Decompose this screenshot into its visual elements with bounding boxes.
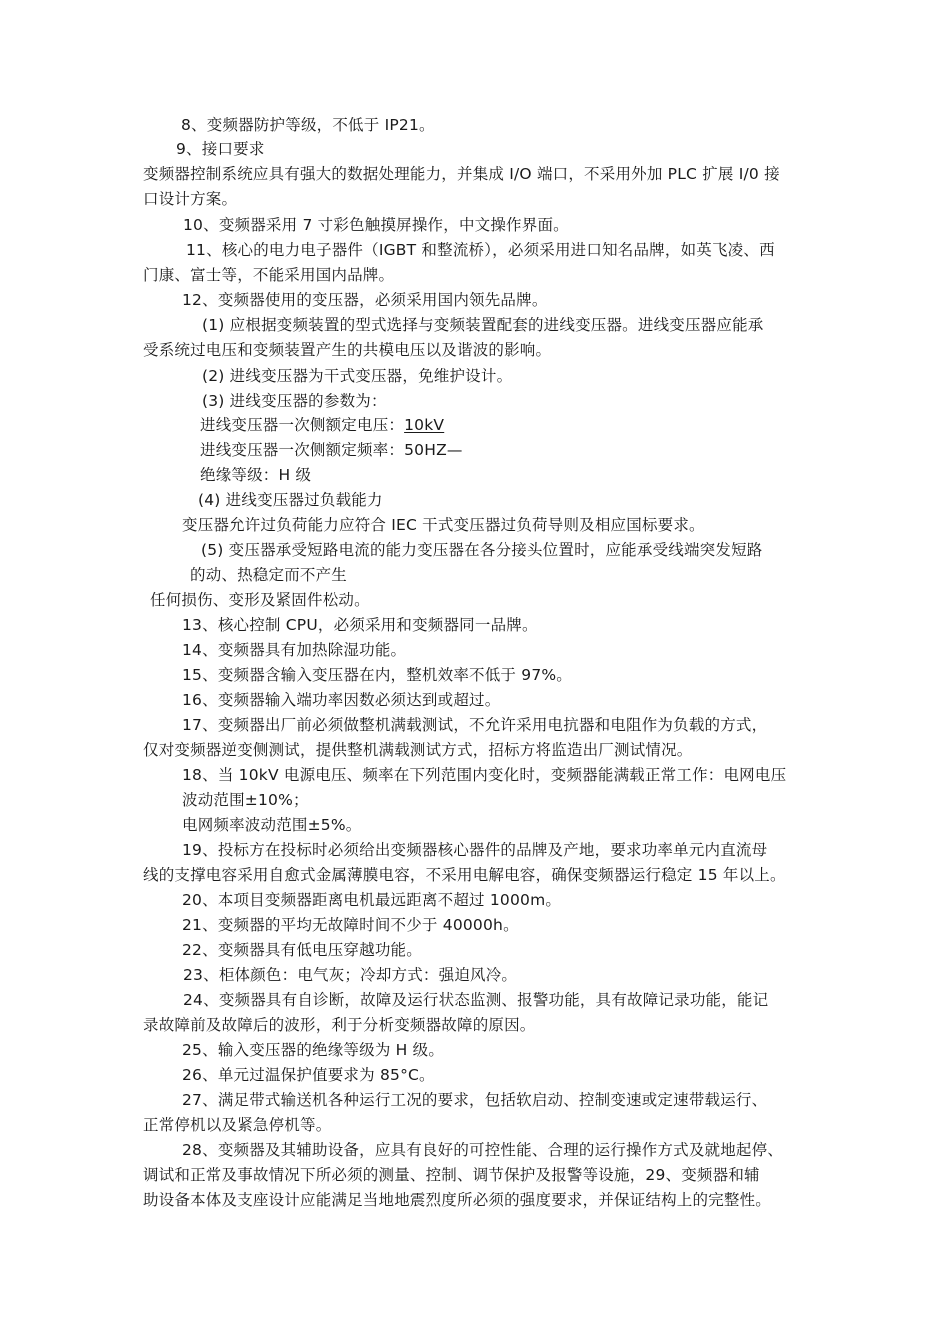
- item-12-sub-5-line-1: (5) 变压器承受短路电流的能力变压器在各分接头位置时，应能承受线端突发短路: [201, 541, 763, 559]
- item-12-param-voltage: [200, 415, 444, 435]
- item-10: 10、变频器采用 7 寸彩色触摸屏操作，中文操作界面。: [183, 216, 569, 234]
- item-19-line-1: 19、投标方在投标时必须给出变频器核心器件的品牌及产地，要求功率单元内直流母: [182, 841, 768, 859]
- item-9-title: 9、接口要求: [176, 140, 265, 158]
- item-11-line-2: 门康、富士等，不能采用国内品牌。: [143, 266, 395, 284]
- item-18-line-1: 18、当 10kV 电源电压、频率在下列范围内变化时，变频器能满载正常工作：电网电压: [182, 766, 787, 784]
- item-28-line-3: 助设备本体及支座设计应能满足当地地震烈度所必须的强度要求，并保证结构上的完整性。: [143, 1191, 772, 1209]
- item-9-body-line-2: 口设计方案。: [143, 190, 238, 208]
- item-12-param-frequency: 进线变压器一次侧额定频率：50HZ—: [200, 441, 463, 459]
- param-voltage-label: 进线变压器一次侧额定电压：: [200, 416, 405, 434]
- item-17-line-1: 17、变频器出厂前必须做整机满载测试，不允许采用电抗器和电阻作为负载的方式，: [182, 716, 768, 734]
- item-12-sub-5-line-3: 任何损伤、变形及紧固件松动。: [150, 591, 370, 609]
- item-19-line-2: 线的支撑电容采用自愈式金属薄膜电容，不采用电解电容，确保变频器运行稳定 15 年以上。: [143, 866, 786, 884]
- item-18-line-3: 电网频率波动范围±5%。: [182, 816, 362, 834]
- item-12-sub-5-line-2: 的动、热稳定而不产生: [190, 566, 348, 584]
- item-23: 23、柜体颜色：电气灰；冷却方式：强迫风冷。: [183, 966, 518, 984]
- item-18-line-2: 波动范围±10%；: [182, 791, 309, 809]
- item-22: 22、变频器具有低电压穿越功能。: [182, 941, 422, 959]
- item-27-line-2: 正常停机以及紧急停机等。: [143, 1116, 332, 1134]
- item-12-sub-1-line-1: (1) 应根据变频装置的型式选择与变频装置配套的进线变压器。进线变压器应能承: [202, 316, 764, 334]
- param-voltage-value: 10kV: [404, 416, 445, 434]
- item-12: 12、变频器使用的变压器，必须采用国内领先品牌。: [182, 291, 548, 309]
- item-25: 25、输入变压器的绝缘等级为 H 级。: [182, 1041, 445, 1059]
- item-12-sub-1-line-2: 受系统过电压和变频装置产生的共模电压以及谐波的影响。: [143, 341, 552, 359]
- item-24-line-1: 24、变频器具有自诊断，故障及运行状态监测、报警功能，具有故障记录功能，能记: [183, 991, 769, 1009]
- item-12-param-insulation: 绝缘等级：H 级: [200, 466, 312, 484]
- item-14: 14、变频器具有加热除湿功能。: [182, 641, 407, 659]
- item-9-body-line-1: 变频器控制系统应具有强大的数据处理能力，并集成 I/O 端口，不采用外加 PLC 扩展 I/0 接: [143, 165, 780, 183]
- item-24-line-2: 录故障前及故障后的波形，利于分析变频器故障的原因。: [143, 1016, 536, 1034]
- item-27-line-1: 27、满足带式输送机各种运行工况的要求，包括软启动、控制变速或定速带载运行、: [182, 1091, 768, 1109]
- item-12-sub-4-body: 变压器允许过负荷能力应符合 IEC 干式变压器过负荷导则及相应国标要求。: [182, 516, 705, 534]
- item-17-line-2: 仅对变频器逆变侧测试，提供整机满载测试方式，招标方将监造出厂测试情况。: [143, 741, 693, 759]
- item-12-sub-2: (2) 进线变压器为干式变压器，免维护设计。: [202, 367, 513, 385]
- item-12-sub-4: (4) 进线变压器过负载能力: [198, 491, 383, 509]
- item-11-line-1: 11、核心的电力电子器件（IGBT 和整流桥），必须采用进口知名品牌，如英飞凌、西: [186, 241, 775, 259]
- item-16: 16、变频器输入端功率因数必须达到或超过。: [182, 691, 501, 709]
- item-28-line-2: 调试和正常及事故情况下所必须的测量、控制、调节保护及报警等设施，29、变频器和辅: [143, 1166, 760, 1184]
- item-15: 15、变频器含输入变压器在内，整机效率不低于 97%。: [182, 666, 573, 684]
- item-26: 26、单元过温保护值要求为 85°C。: [182, 1066, 435, 1084]
- item-28-line-1: 28、变频器及其辅助设备，应具有良好的可控性能、合理的运行操作方式及就地起停、: [182, 1141, 784, 1159]
- item-12-sub-3: (3) 进线变压器的参数为：: [202, 392, 387, 410]
- item-13: 13、核心控制 CPU，必须采用和变频器同一品牌。: [182, 616, 538, 634]
- item-20: 20、本项目变频器距离电机最远距离不超过 1000m。: [182, 891, 562, 909]
- item-21: 21、变频器的平均无故障时间不少于 40000h。: [182, 916, 519, 934]
- item-8: 8、变频器防护等级，不低于 IP21。: [181, 116, 435, 134]
